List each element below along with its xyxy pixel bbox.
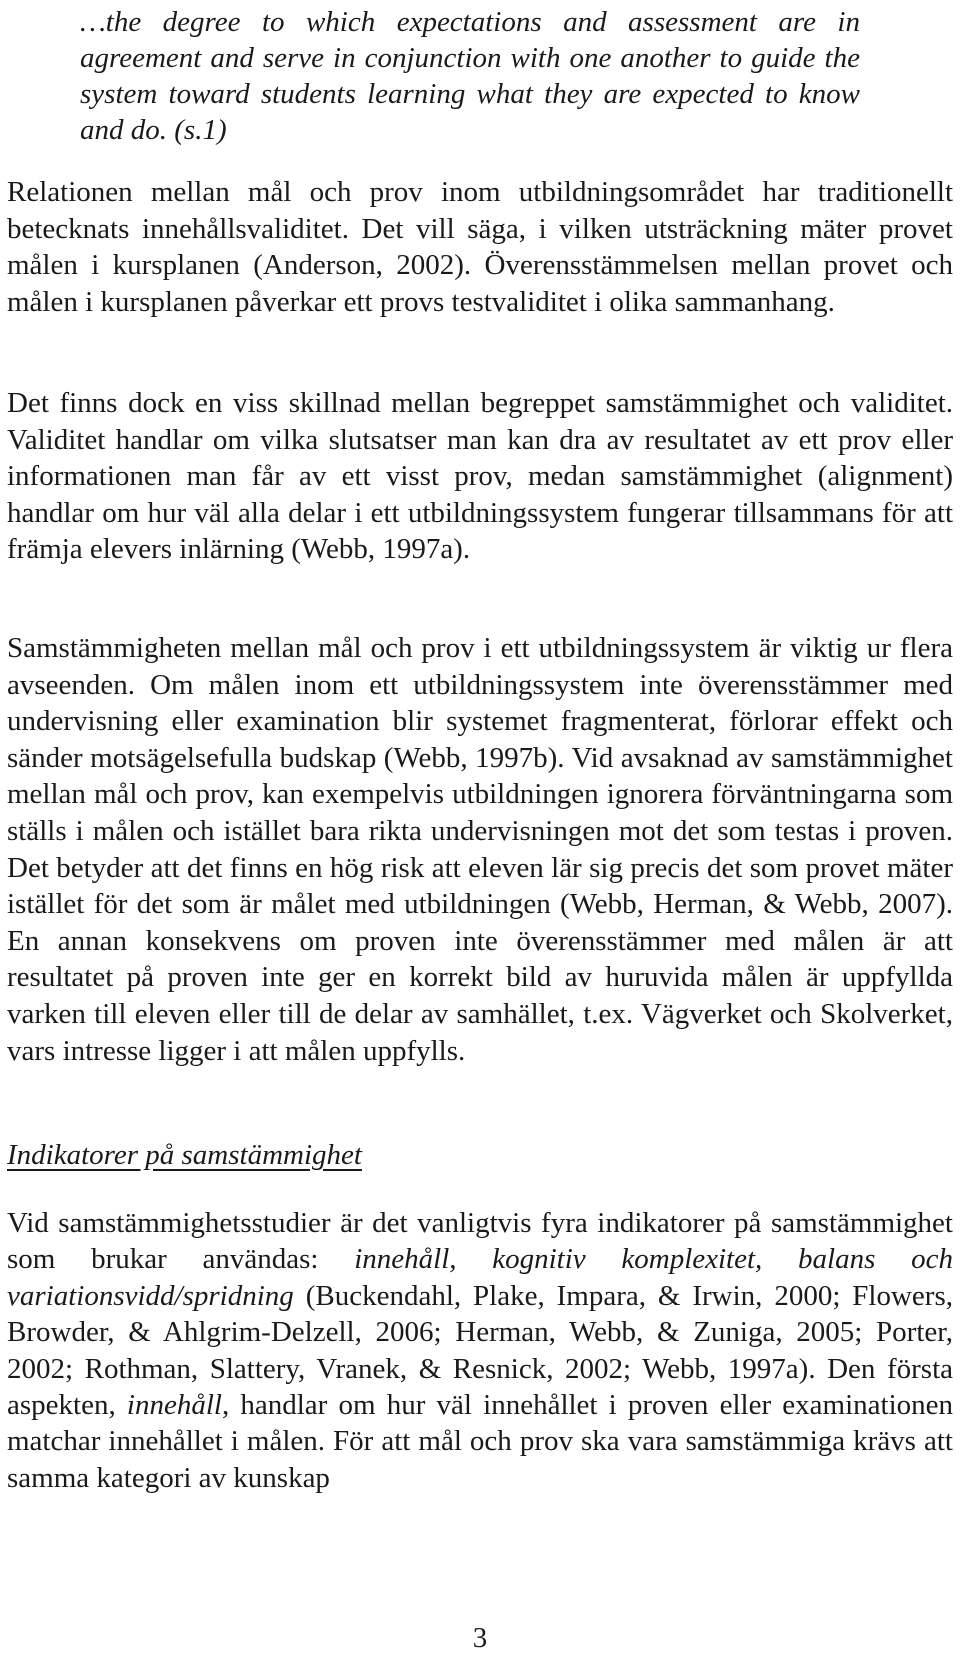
indicators-emphasis-content: innehåll (126, 1389, 222, 1422)
paragraph-content-validity: Relationen mellan mål och prov inom utbildningsområdet har traditionellt betecknats innehållsvaliditet. Det vill säga, i vilken utsträckning mäter provet målen i kursplanen (Anderson, 2002). Överensstämmelsen mellan provet och målen i kursplanen påverkar ett provs testvaliditet i olika sammanhang. (7, 176, 953, 318)
indicators-text-2: (Buckendahl, Plake, Impara, & Irwin, 2000; Flowers, Browder, & Ahlgrim-Delzell, 2006; Herman, Webb, & Zuniga, 2005; Porter, 2002; Rothman, Slattery, Vranek, & Resnick, 2002; Webb, 1997a). Den första aspekten, (7, 1279, 953, 1422)
block-quote: …the degree to which expectations and assessment are in agreement and serve in conjunction with one another to guide the system toward students learning what they are expected to know and do. (s.1) (80, 6, 860, 146)
indicators-text-1: Vid samstämmighetsstudier är det vanligtvis fyra indikatorer på samstämmighet som brukar användas: (7, 1207, 953, 1276)
section-heading: Indikatorer på samstämmighet (7, 1139, 362, 1171)
indicators-emphasis-list: innehåll, kognitiv komplexitet, balans och variationsvidd/spridning (7, 1243, 953, 1312)
page-number: 3 (472, 1622, 488, 1654)
paragraph-validity-vs-alignment: Det finns dock en viss skillnad mellan begreppet samstämmighet och validitet. Validitet handlar om vilka slutsatser man kan dra av resultatet av ett prov eller informationen man får av ett visst prov, medan samstämmighet (alignment) handlar om hur väl alla delar i ett utbildningssystem fungerar tillsammans för att främja elevers inlärning (Webb, 1997a). (7, 387, 953, 566)
paragraph-alignment-importance: Samstämmigheten mellan mål och prov i ett utbildningssystem är viktig ur flera avseenden. Om målen inom ett utbildningssystem inte överensstämmer med undervisning eller examination blir systemet fragmenterat, förlorar effekt och sänder motsägelsefulla budskap (Webb, 1997b). Vid avsaknad av samstämmighet mellan mål och prov, kan exempelvis utbildningen ignorera förväntningarna som ställs i målen och istället bara rikta undervisningen mot det som testas i proven. Det betyder att det finns en hög risk att eleven lär sig precis det som provet mäter istället för det som är målet med utbildningen (Webb, Herman, & Webb, 2007). En annan konsekvens om proven inte överensstämmer med målen är att resultatet på proven inte ger en korrekt bild av huruvida målen är uppfyllda varken till eleven eller till de delar av samhället, t.ex. Vägverket och Skolverket, vars intresse ligger i att målen uppfylls. (7, 632, 953, 1067)
paragraph-indicators (7, 1205, 953, 1496)
indicators-text-3: , handlar om hur väl innehållet i proven eller examinationen matchar innehållet i målen. För att mål och prov ska vara samstämmiga krävs att samma kategori av kunskap (7, 1389, 953, 1494)
